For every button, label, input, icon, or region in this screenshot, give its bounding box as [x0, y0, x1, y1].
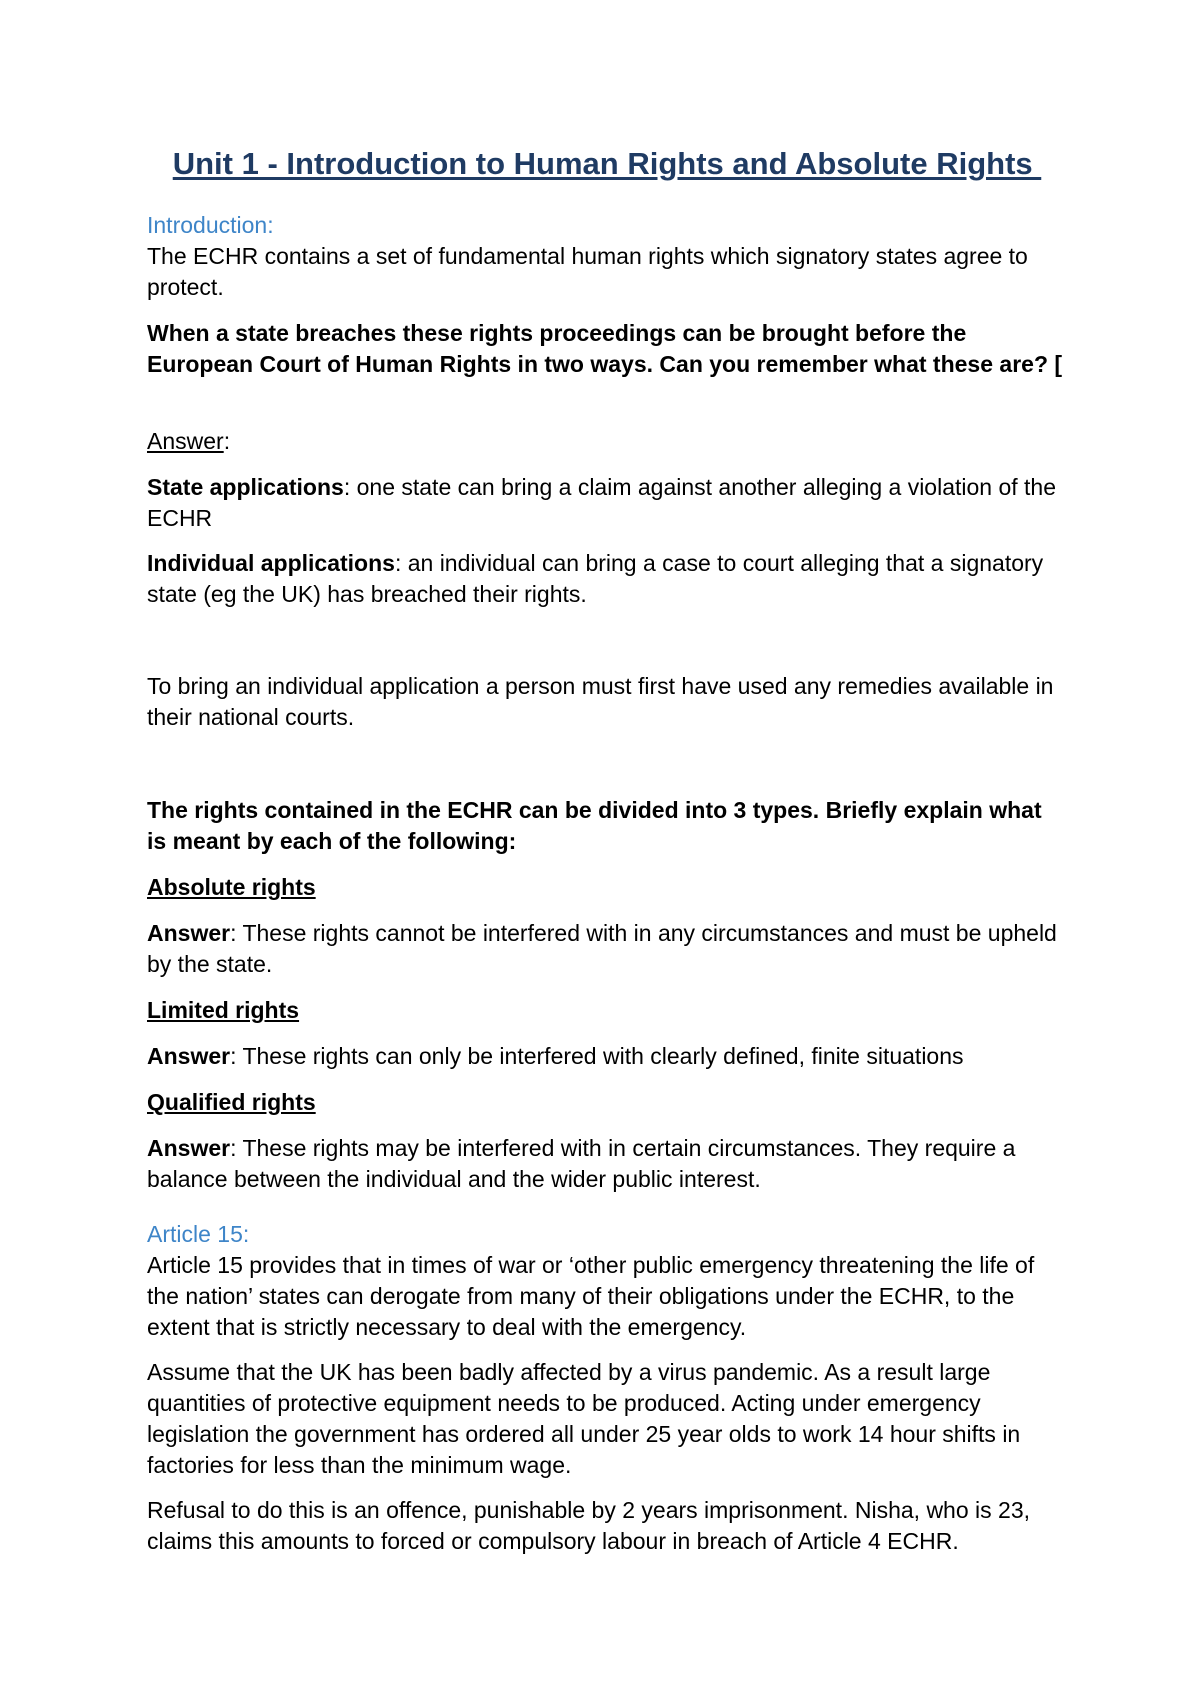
limited-rights-answer	[147, 1041, 1067, 1072]
question-two-ways: When a state breaches these rights proceedings can be brought before the European Court of Human Rights in two ways. Can you remember what these are? [	[147, 320, 1063, 377]
answer-label: Answer	[147, 1043, 231, 1069]
question-three-types: The rights contained in the ECHR can be divided into 3 types. Briefly explain what is meant by each of the following:	[147, 797, 1042, 854]
answer-label: Answer	[147, 920, 231, 946]
qualified-rights-heading: Qualified rights	[147, 1089, 316, 1115]
scenario-paragraph-1: Assume that the UK has been badly affected by a virus pandemic. As a result large quantities of protective equipment needs to be produced. Acting under emergency legislation the government has ordered all under 25 year olds to work 14 hour shifts in factories for less than the minimum wage.	[147, 1359, 1021, 1478]
remedies-paragraph: To bring an individual application a person must first have used any remedies available in their national courts.	[147, 673, 1054, 730]
introduction-heading: Introduction:	[147, 212, 274, 238]
scenario-paragraph-2: Refusal to do this is an offence, punishable by 2 years imprisonment. Nisha, who is 23, claims this amounts to forced or compulsory labour in breach of Article 4 ECHR.	[147, 1497, 1030, 1554]
answer-line	[147, 426, 1067, 457]
individual-applications-text: : an individual can bring a case to court alleging that a signatory state (eg the UK) has breached their rights.	[147, 550, 1044, 607]
state-applications-paragraph	[147, 472, 1067, 534]
limited-rights-heading: Limited rights	[147, 997, 300, 1023]
state-applications-term: State applications	[147, 474, 344, 500]
page-title: Unit 1 - Introduction to Human Rights and Absolute Rights	[172, 146, 1042, 181]
answer-label: Answer	[147, 1135, 231, 1161]
individual-applications-term: Individual applications	[147, 550, 395, 576]
article-15-heading: Article 15:	[147, 1221, 250, 1247]
absolute-rights-heading: Absolute rights	[147, 874, 316, 900]
state-applications-text: : one state can bring a claim against another alleging a violation of the ECHR	[147, 474, 1057, 531]
introduction-text: The ECHR contains a set of fundamental human rights which signatory states agree to protect.	[147, 243, 1028, 300]
qualified-rights-answer	[147, 1133, 1067, 1195]
absolute-rights-answer	[147, 918, 1067, 980]
answer-text: : These rights cannot be interfered with in any circumstances and must be upheld by the state.	[147, 920, 1057, 977]
answer-text: : These rights can only be interfered with clearly defined, finite situations	[230, 1043, 964, 1069]
individual-applications-paragraph	[147, 548, 1067, 610]
answer-text: : These rights may be interfered with in certain circumstances. They require a balance between the individual and the wider public interest.	[147, 1135, 1016, 1192]
answer-colon: :	[223, 428, 231, 454]
answer-label: Answer	[147, 428, 224, 454]
article-15-text: Article 15 provides that in times of war or ‘other public emergency threatening the life of the nation’ states can derogate from many of their obligations under the ECHR, to the extent that is strictly necessary to deal with the emergency.	[147, 1252, 1035, 1340]
